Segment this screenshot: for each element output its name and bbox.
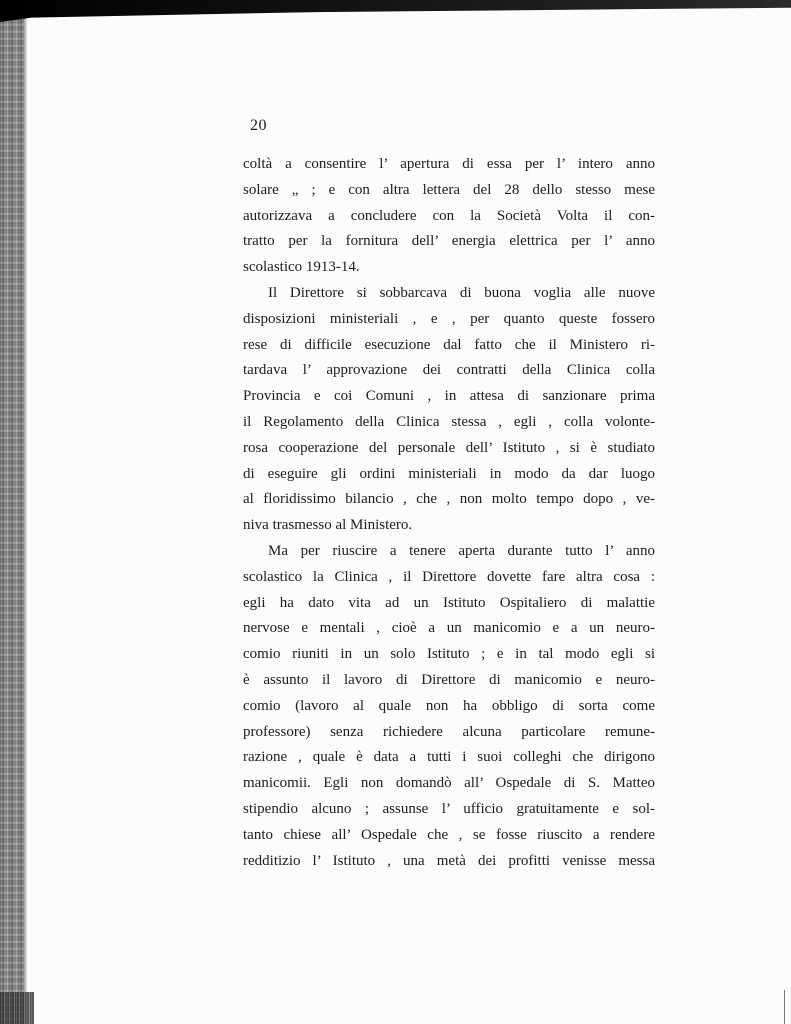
text-line: di eseguire gli ordini ministeriali in modo da dar luogo (243, 465, 655, 482)
text-line: scolastico 1913-14. (243, 259, 360, 276)
text-line: è assunto il lavoro di Direttore di manicomio e neuro- (243, 671, 655, 688)
text-line: nervose e mentali , cioè a un manicomio e a un neuro- (243, 620, 655, 637)
text-line: stipendio alcuno ; assunse l’ ufficio gratuitamente e sol- (243, 800, 655, 817)
paragraph (243, 539, 655, 874)
scan-binding-edge (24, 0, 27, 1024)
text-line: il Regolamento della Clinica stessa , egli , colla volonte- (243, 413, 655, 430)
paragraph (243, 281, 655, 539)
text-line: egli ha dato vita ad un Istituto Ospitaliero di malattie (243, 594, 655, 611)
scan-corner-mark (0, 992, 34, 1024)
text-line: comio riuniti in un solo Istituto ; e in tal modo egli si (243, 646, 655, 663)
text-line: Provincia e coi Comuni , in attesa di sanzionare prima (243, 388, 655, 405)
text-line: rese di difficile esecuzione dal fatto che il Ministero ri- (243, 336, 655, 353)
text-line: autorizzava a concludere con la Società Volta il con- (243, 207, 655, 224)
scan-binding-strip (0, 0, 24, 1024)
text-line: niva trasmesso al Ministero. (243, 517, 413, 534)
page-number: 20 (250, 117, 267, 134)
text-line: professore) senza richiedere alcuna particolare remune- (243, 723, 655, 740)
text-line: manicomii. Egli non domandò all’ Ospedale di S. Matteo (243, 775, 655, 792)
text-line: rosa cooperazione del personale dell’ Istituto , si è studiato (243, 439, 655, 456)
text-line: tardava l’ approvazione dei contratti della Clinica colla (243, 362, 655, 379)
text-line: scolastico la Clinica , il Direttore dovette fare altra cosa : (243, 568, 655, 585)
text-line: Ma per riuscire a tenere aperta durante tutto l’ anno (268, 542, 655, 559)
scan-top-edge (0, 0, 791, 22)
text-line: comio (lavoro al quale non ha obbligo di sorta come (243, 697, 655, 714)
text-line: Il Direttore si sobbarcava di buona voglia alle nuove (268, 284, 655, 301)
text-line: razione , quale è data a tutti i suoi colleghi che dirigono (243, 749, 655, 766)
text-line: coltà a consentire l’ apertura di essa per l’ intero anno (243, 156, 655, 172)
text-line: redditizio l’ Istituto , una metà dei profitti venisse messa (243, 852, 655, 869)
scan-edge-tick (784, 990, 785, 1024)
text-line: tratto per la fornitura dell’ energia elettrica per l’ anno (243, 233, 655, 250)
paragraph (243, 152, 655, 281)
text-line: tanto chiese all’ Ospedale che , se fosse riuscito a rendere (243, 826, 655, 843)
text-line: disposizioni ministeriali , e , per quanto queste fossero (243, 310, 655, 327)
text-line: solare „ ; e con altra lettera del 28 dello stesso mese (243, 181, 655, 198)
text-line: al floridissimo bilancio , che , non molto tempo dopo , ve- (243, 491, 655, 508)
page-body (243, 152, 655, 874)
